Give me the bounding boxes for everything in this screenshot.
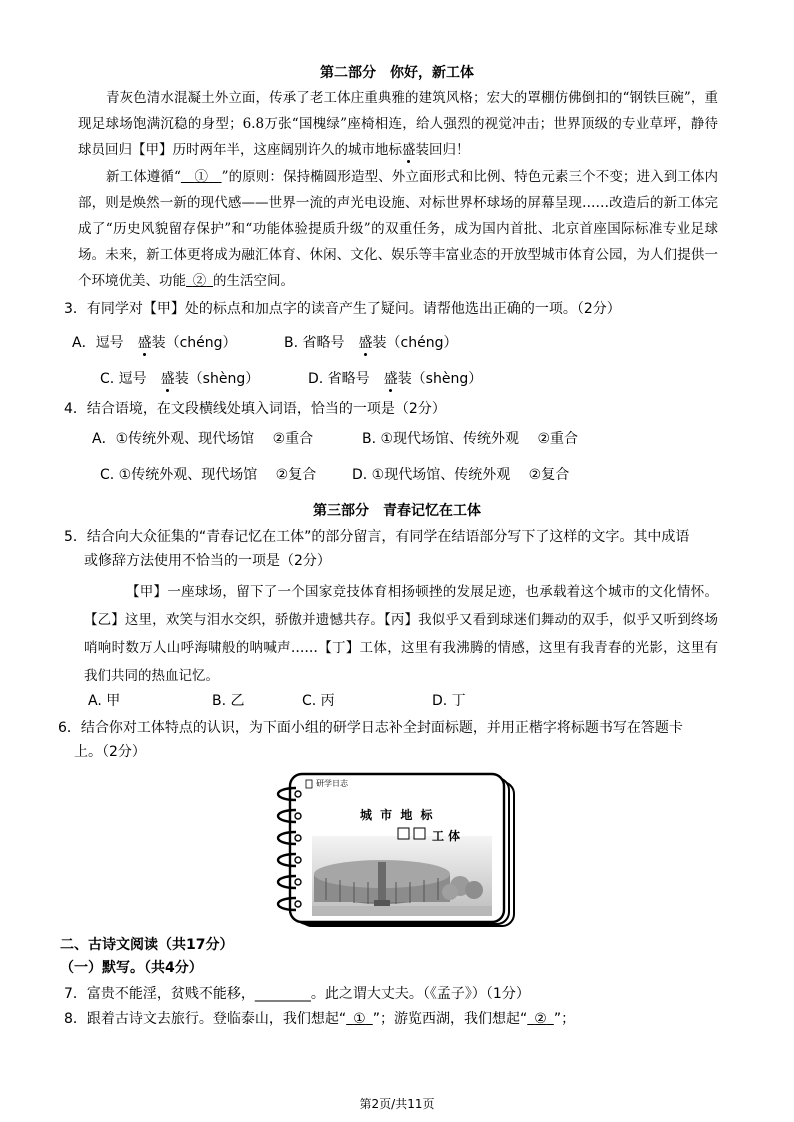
q3-stem: 3．有同学对【甲】处的标点和加点字的读音产生了疑问。请帮他选出正确的一项。（2分） bbox=[64, 301, 621, 317]
notebook-title-suffix: 工 体 bbox=[432, 829, 461, 843]
q5-passage: 【甲】一座球场，留下了一个国家竞技体育相扬顿挫的发展足迹，也承载着这个城市的文化情怀。【乙】这里，欢笑与泪水交织，骄傲并遗憾共存。【丙】我似乎又看到球迷们舞动的双手，似乎又听到终场哨响时数万人山呼海啸般的呐喊声……【丁】工体，这里有我沸腾的情感，这里有我青春的光影，这里有我们共同的热血记忆。 bbox=[84, 584, 718, 684]
q4-option-c: C. ①传统外观、现代场馆 ②复合 bbox=[100, 467, 317, 483]
q3-option-b: B. 省略号 盛装（chéng） bbox=[284, 335, 458, 351]
part2-paragraph-1: 青灰色清水混凝土外立面，传承了老工体庄重典雅的建筑风格；宏大的罩棚仿佛倒扣的“钢铁巨碗”，重现足球场饱满沉稳的身型；6.8万张“国槐绿”座椅相连，给人强烈的视觉冲击；世界顶级的专业草坪，静待球员回归【甲】历时两年半，这座阔别许久的城市地标盛装回归！ bbox=[78, 90, 718, 158]
notebook-title: 城 市 地 标 bbox=[360, 808, 435, 822]
blank-1: ① bbox=[194, 169, 209, 185]
q5-stem-line2: 或修辞方法使用不恰当的一项是（2分） bbox=[84, 553, 331, 569]
blank-2: ② bbox=[192, 273, 207, 289]
mark-jia: 【甲】 bbox=[132, 142, 173, 158]
dotted-char: 盛 bbox=[402, 142, 416, 158]
q5-stem-line1: 5．结合向大众征集的“青春记忆在工体”的部分留言，有同学在结语部分写下了这样的文字。其中成语 bbox=[64, 529, 690, 545]
q5-option-c: C. 丙 bbox=[302, 693, 335, 709]
q4-option-a: A．①传统外观、现代场馆 ②重合 bbox=[92, 431, 314, 447]
q4-option-d: D. ①现代场馆、传统外观 ②复合 bbox=[352, 467, 570, 483]
q7: 7．富贵不能淫，贫贱不能移，________。此之谓大丈夫。（《孟子》）（1分） bbox=[64, 986, 530, 1002]
notebook-graphic bbox=[262, 770, 524, 930]
part2-title: 第二部分 你好，新工体 bbox=[320, 65, 474, 81]
q3-option-c: C. 逗号 盛装（shèng） bbox=[100, 371, 260, 387]
q8: 8．跟着古诗文去旅行。登临泰山，我们想起“ ① ”；游览西湖，我们想起“ ② ”； bbox=[64, 1011, 576, 1027]
notebook-header: 研学日志 bbox=[316, 779, 348, 788]
notebook-illustration bbox=[262, 770, 524, 930]
page-number: 第2页/共11页 bbox=[359, 1097, 435, 1111]
section2-sub1: （一）默写。（共4分） bbox=[60, 960, 203, 976]
part2-paragraph-2: 新工体遵循“ ① ”的原则：保持椭圆形造型、外立面形式和比例、特色元素三个不变；进入到工体内部，则是焕然一新的现代感——世界一流的声光电设施、对标世界杯球场的屏幕呈现……改造后的新工体完成了“历史风貌留存保护”和“功能体验提质升级”的双重任务，成为国内首批、北京首座国际标准专业足球场。未来，新工体更将成为融汇体育、休闲、文化、娱乐等丰富业态的开放型城市体育公园，为人们提供一个环境优美、功能 ② 的生活空间。 bbox=[78, 169, 719, 289]
q5-option-a: A. 甲 bbox=[88, 693, 121, 709]
q3-option-a: A．逗号 盛装（chéng） bbox=[72, 335, 237, 351]
q8-blank-2: ② bbox=[534, 1011, 547, 1027]
section2-title: 二、古诗文阅读（共17分） bbox=[60, 937, 234, 953]
q4-option-b: B. ①现代场馆、传统外观 ②重合 bbox=[362, 431, 579, 447]
q6-stem-line1: 6．结合你对工体特点的认识，为下面小组的研学日志补全封面标题，并用正楷字将标题书写在答题卡 bbox=[58, 720, 683, 736]
q5-option-d: D. 丁 bbox=[432, 693, 466, 709]
q6-stem-line2: 上。（2分） bbox=[74, 744, 146, 760]
q7-blank: ________ bbox=[254, 986, 311, 1002]
q3-option-d: D. 省略号 盛装（shèng） bbox=[308, 371, 483, 387]
q8-blank-1: ① bbox=[353, 1011, 366, 1027]
q5-option-b: B. 乙 bbox=[212, 693, 245, 709]
q4-stem: 4．结合语境，在文段横线处填入词语，恰当的一项是（2分） bbox=[64, 401, 446, 417]
part3-title: 第三部分 青春记忆在工体 bbox=[313, 503, 481, 519]
